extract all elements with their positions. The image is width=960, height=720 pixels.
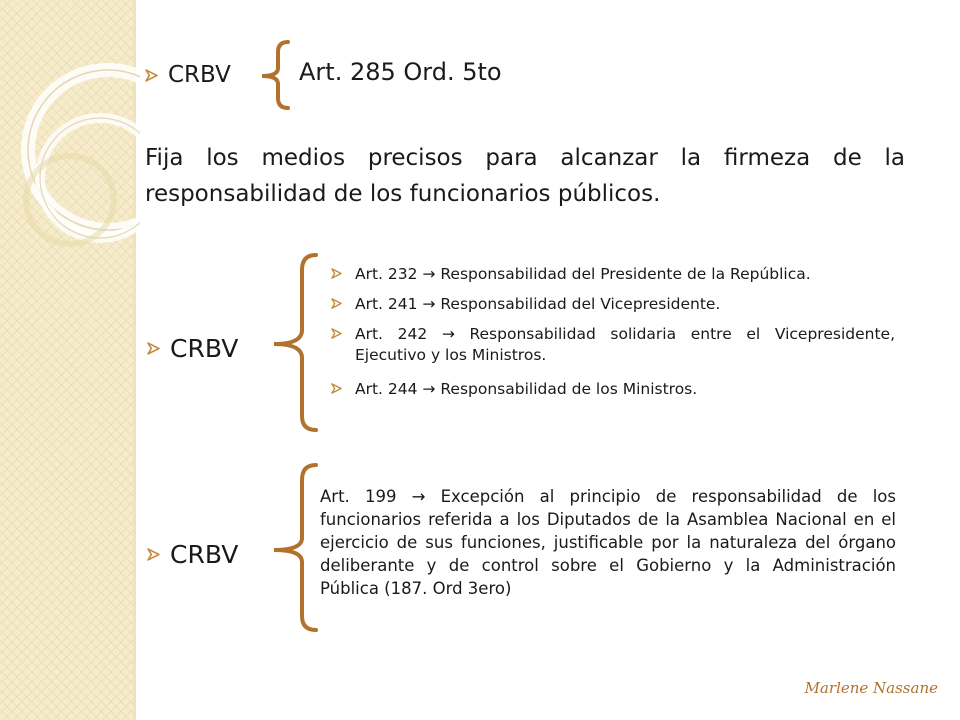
left-brace-icon	[270, 462, 320, 634]
section1-heading: Art. 285 Ord. 5to	[299, 58, 502, 86]
section3-bullet	[147, 540, 238, 569]
arrow-bullet-icon	[331, 383, 342, 394]
list-item-text: Art. 232 → Responsabilidad del Presidente de la República.	[355, 265, 811, 283]
left-brace-icon	[258, 40, 294, 110]
arrow-bullet-icon	[147, 342, 160, 355]
section3-bullet-label: CRBV	[170, 540, 239, 569]
section2-bullet	[147, 334, 238, 363]
list-item	[325, 264, 895, 285]
list-item	[325, 324, 895, 366]
arrow-bullet-icon	[331, 298, 342, 309]
decorative-circles	[0, 0, 140, 720]
list-item	[325, 379, 895, 400]
section2-bullet-label: CRBV	[170, 334, 239, 363]
arrow-bullet-icon	[331, 328, 342, 339]
section1-bullet-label: CRBV	[168, 62, 231, 88]
section2-list	[325, 264, 895, 400]
section1-bullet	[145, 62, 231, 88]
list-item-text: Art. 241 → Responsabilidad del Vicepresidente.	[355, 295, 721, 313]
arrow-bullet-icon	[331, 268, 342, 279]
section1-paragraph: Fija los medios precisos para alcanzar la firmeza de la responsabilidad de los funcionarios públicos.	[145, 145, 905, 207]
arrow-bullet-icon	[145, 69, 158, 82]
left-brace-icon	[270, 252, 320, 434]
list-item	[325, 294, 895, 315]
list-item-text: Art. 242 → Responsabilidad solidaria entre el Vicepresidente, Ejecutivo y los Ministros.	[355, 325, 895, 364]
section3-text: Art. 199 → Excepción al principio de responsabilidad de los funcionarios referida a los Diputados de la Asamblea Nacional en el ejercicio de sus funciones, justificable por la naturaleza del órgano deliberante y de control sobre el Gobierno y la Administración Pública (187. Ord 3ero)	[320, 487, 896, 598]
author-signature: Marlene Nassane	[804, 679, 938, 697]
arrow-bullet-icon	[147, 548, 160, 561]
list-item-text: Art. 244 → Responsabilidad de los Ministros.	[355, 380, 698, 398]
